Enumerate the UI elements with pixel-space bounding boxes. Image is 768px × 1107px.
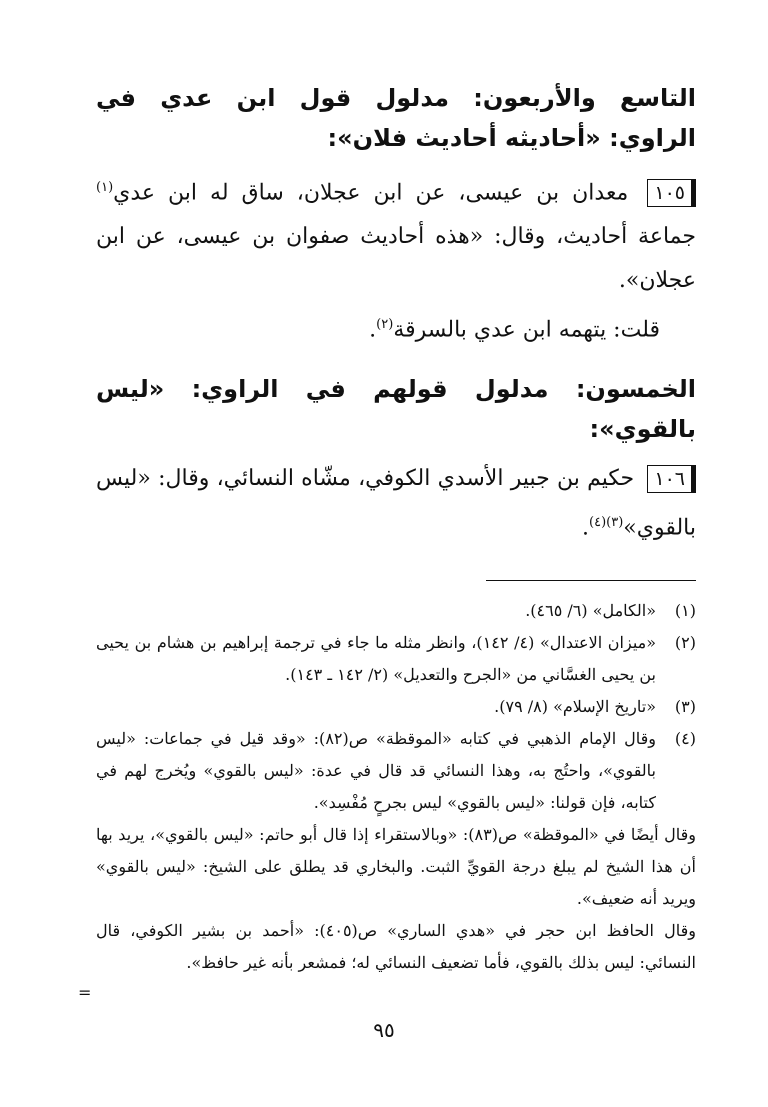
entry-number-105: ١٠٥: [647, 179, 696, 207]
footnote-1: [96, 595, 696, 627]
entry-105-text: معدان بن عيسى، عن ابن عجلان، ساق له ابن عدي: [113, 180, 629, 206]
page-number: ٩٥: [373, 1018, 395, 1042]
footnote-ref-3-4: (٣)(٤): [589, 514, 624, 530]
entry-105-note: [96, 303, 660, 352]
footnote-text: «ميزان الاعتدال» (٤/ ١٤٢)، وانظر مثله ما جاء في ترجمة إبراهيم بن هشام بن يحيى بن يحيى الغسَّاني من «الجرح والتعديل» (٢/ ١٤٢ ـ ١٤٣).: [96, 632, 657, 684]
page-body: [96, 62, 696, 979]
footnote-ref-2: (٢): [376, 317, 394, 333]
footnote-text: «تاريخ الإسلام» (٨/ ٧٩).: [494, 696, 656, 716]
footnote-3: [96, 691, 696, 723]
footnote-4: [96, 723, 696, 819]
footnote-text: «الكامل» (٦/ ٤٦٥).: [525, 600, 656, 620]
entry-105-note-end: .: [369, 317, 377, 343]
footnote-number: (٢): [674, 632, 696, 652]
entry-106-text: حكيم بن جبير الأسدي الكوفي، مشّاه النسائي، وقال: «ليس بالقوي»: [96, 465, 696, 540]
footnote-number: (١): [674, 600, 696, 620]
entry-number-106: ١٠٦: [647, 465, 696, 493]
section-heading-49: التاسع والأربعون: مدلول قول ابن عدي في الراوي: «أحاديثه أحاديث فلان»:: [96, 84, 696, 152]
entry-106: [96, 457, 696, 550]
footnote-2: [96, 627, 696, 691]
footnote-4-continuation-2: وقال الحافظ ابن حجر في «هدي الساري» ص(٤٠٥): «أحمد بن بشير الكوفي، قال النسائي: ليس بذلك بالقوي، فأما تضعيف النسائي له؛ فمشعر بأنه غير حافظ».: [96, 920, 696, 972]
entry-106-text-end: .: [582, 514, 590, 540]
footnote-ref-1: (١): [96, 180, 114, 195]
footnote-text: وقال الإمام الذهبي في كتابه «الموقظة» ص(٨٢): «وقد قيل في جماعات: «ليس بالقوي»، واحتُج به، وهذا النسائي قد قال في عدة: «ليس بالقوي» ويُخرج لهم في كتابه، فإن قولنا: «ليس بالقوي» ليس بجرحٍ مُفْسِد».: [96, 728, 657, 812]
footnote-separator: [486, 580, 696, 581]
entry-105-text-rest: جماعة أحاديث، وقال: «هذه أحاديث صفوان بن عيسى، عن ابن عجلان».: [96, 224, 696, 294]
entry-105-note-text: قلت: يتهمه ابن عدي بالسرقة: [393, 317, 660, 343]
footnotes: [96, 595, 696, 979]
section-heading-50: الخمسون: مدلول قولهم في الراوي: «ليس بالقوي»:: [96, 374, 696, 443]
footnote-number: (٤): [674, 728, 696, 748]
footnote-number: (٣): [674, 696, 696, 716]
footnote-4-continuation-1: وقال أيضًا في «الموقظة» ص(٨٣): «وبالاستقراء إذا قال أبو حاتم: «ليس بالقوي»، يريد بها أن هذا الشيخ لم يبلغ درجة القويِّ الثبت. والبخاري قد يطلق على الشيخ: «ليس بالقوي» ويريد أنه ضعيف».: [96, 824, 696, 908]
entry-105: [96, 166, 696, 303]
continuation-mark: =: [78, 983, 92, 1002]
